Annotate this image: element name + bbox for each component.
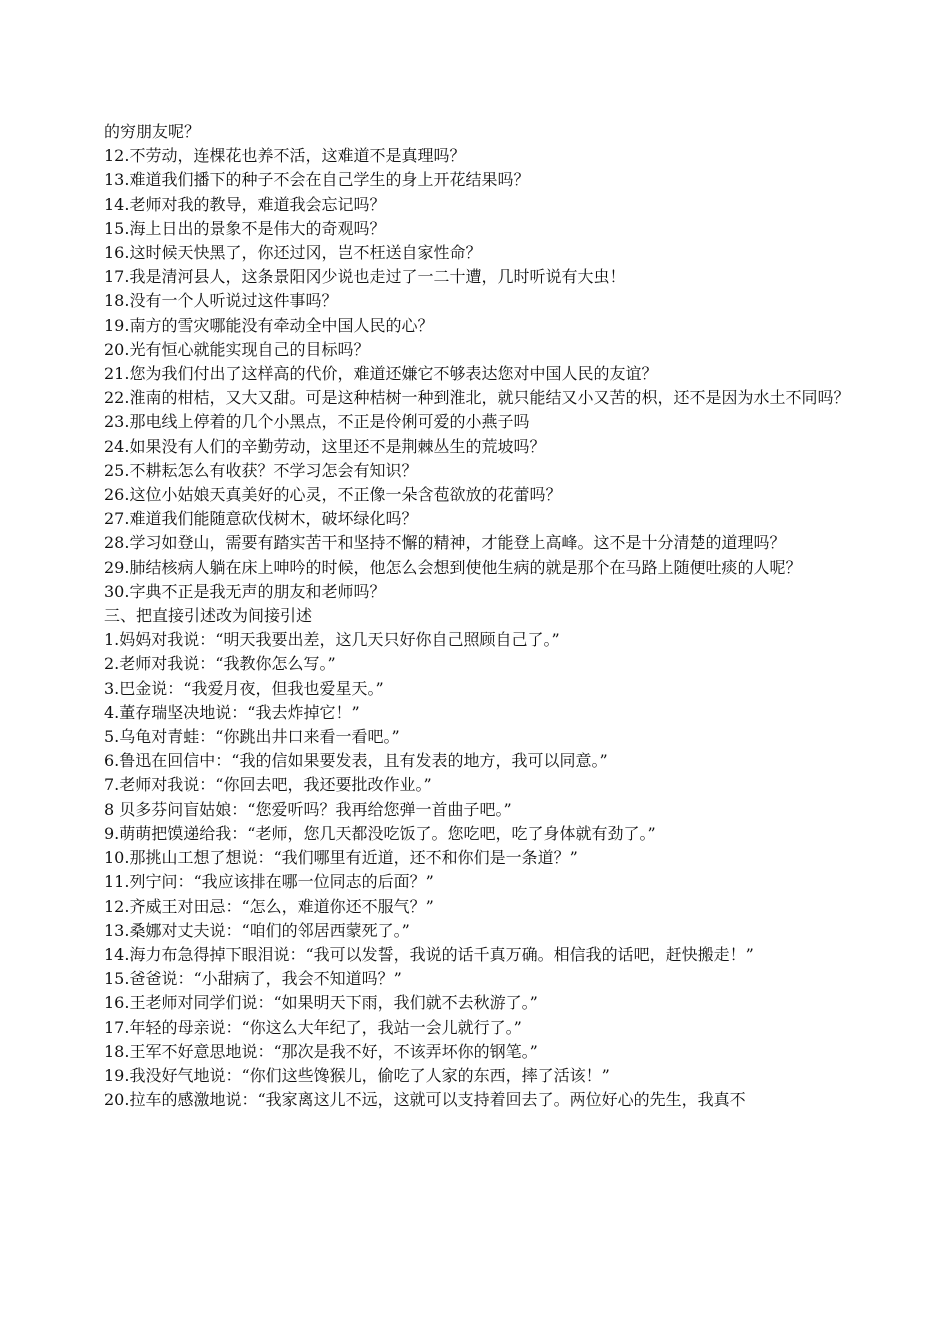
text-line: 6.鲁迅在回信中：“我的信如果要发表，且有发表的地方，我可以同意。” (104, 751, 608, 771)
text-line: 20.光有恒心就能实现自己的目标吗？ (104, 339, 370, 359)
text-line: 16.这时候天快黑了，你还过冈，岂不枉送自家性命？ (104, 243, 482, 263)
text-line: 7.老师对我说：“你回去吧，我还要批改作业。” (104, 775, 432, 795)
text-line: 2.老师对我说：“我教你怎么写。” (104, 654, 336, 674)
text-line: 10.那挑山工想了想说：“我们哪里有近道，还不和你们是一条道？” (104, 848, 578, 868)
text-line: 21.您为我们付出了这样高的代价，难道还嫌它不够表达您对中国人民的友谊？ (104, 364, 658, 384)
text-line: 8 贝多芬问盲姑娘：“您爱听吗？我再给您弹一首曲子吧。” (104, 799, 512, 819)
text-line: 13.难道我们播下的种子不会在自己学生的身上开花结果吗？ (104, 170, 530, 190)
text-line: 24.如果没有人们的辛勤劳动，这里还不是荆棘丛生的荒坡吗？ (104, 436, 546, 456)
text-line: 12.齐威王对田忌：“怎么，难道你还不服气？” (104, 896, 434, 916)
text-paragraph: 14.海力布急得掉下眼泪说：“我可以发誓，我说的话千真万确。相信我的话吧，赶快搬走！” (104, 944, 754, 964)
text-line: 的穷朋友呢？ (104, 122, 201, 141)
text-paragraph: 29.肺结核病人躺在床上呻吟的时候，他怎么会想到使他生病的就是那个在马路上随便吐痰的人呢？ (104, 557, 802, 577)
text-line: 15.爸爸说：“小甜病了，我会不知道吗？” (104, 969, 402, 989)
text-line: 27.难道我们能随意砍伐树木，破坏绿化吗？ (104, 509, 418, 529)
text-line: 19.我没好气地说：“你们这些馋猴儿，偷吃了人家的东西，摔了活该！” (104, 1065, 610, 1085)
text-line: 18.王军不好意思地说：“那次是我不好，不该弄坏你的钢笔。” (104, 1041, 538, 1061)
text-line: 4.董存瑞坚决地说：“我去炸掉它！” (104, 702, 360, 722)
text-line: 16.王老师对同学们说：“如果明天下雨，我们就不去秋游了。” (104, 993, 538, 1013)
document-page (104, 120, 852, 1112)
text-line: 20.拉车的感激地说：“我家离这儿不远，这就可以支持着回去了。两位好心的先生，我真不 (104, 1090, 746, 1110)
text-line: 30.字典不正是我无声的朋友和老师吗？ (104, 581, 386, 601)
text-line: 13.桑娜对丈夫说：“咱们的邻居西蒙死了。” (104, 920, 410, 940)
text-line: 23.那电线上停着的几个小黑点，不正是伶俐可爱的小燕子吗 (104, 412, 530, 432)
text-line: 18.没有一个人听说过这件事吗？ (104, 291, 338, 311)
text-line: 14.老师对我的教导，难道我会忘记吗？ (104, 194, 386, 214)
text-line: 19.南方的雪灾哪能没有牵动全中国人民的心？ (104, 315, 434, 335)
text-line: 5.乌龟对青蛙：“你跳出井口来看一看吧。” (104, 727, 400, 747)
section-heading: 三、把直接引述改为间接引述 (104, 606, 313, 626)
text-line: 11.列宁问：“我应该排在哪一位同志的后面？” (104, 872, 434, 892)
text-line: 25.不耕耘怎么有收获？不学习怎会有知识？ (104, 460, 418, 480)
text-line: 1.妈妈对我说：“明天我要出差，这几天只好你自己照顾自己了。” (104, 630, 560, 650)
text-line: 26.这位小姑娘天真美好的心灵，不正像一朵含苞欲放的花蕾吗？ (104, 485, 562, 505)
text-line: 3.巴金说：“我爱月夜，但我也爱星天。” (104, 678, 384, 698)
text-line: 15.海上日出的景象不是伟大的奇观吗？ (104, 218, 386, 238)
text-paragraph: 22.淮南的柑桔，又大又甜。可是这种桔树一种到淮北，就只能结又小又苦的枳，还不是因为水土不同吗？ (104, 388, 850, 408)
text-paragraph: 28.学习如登山，需要有踏实苦干和坚持不懈的精神，才能登上高峰。这不是十分清楚的道理吗？ (104, 533, 786, 553)
text-line: 17.年轻的母亲说：“你这么大年纪了，我站一会儿就行了。” (104, 1017, 522, 1037)
text-line: 12.不劳动，连棵花也养不活，这难道不是真理吗？ (104, 146, 466, 166)
text-line: 9.萌萌把馍递给我：“老师，您几天都没吃饭了。您吃吧，吃了身体就有劲了。” (104, 823, 656, 843)
text-line: 17.我是清河县人，这条景阳冈少说也走过了一二十遭，几时听说有大虫！ (104, 267, 626, 287)
